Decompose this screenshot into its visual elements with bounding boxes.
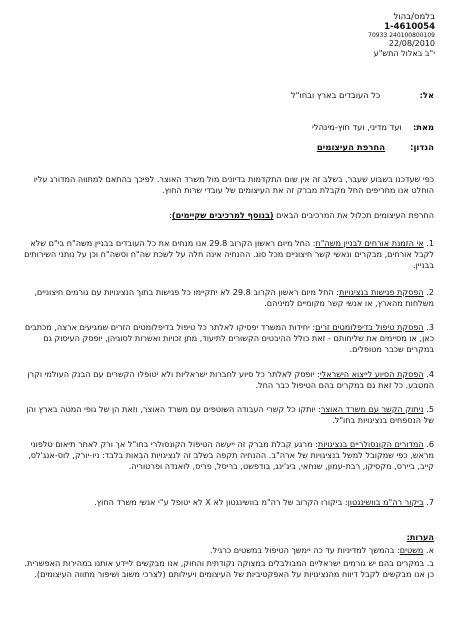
- item-title: אי הזמנת אורחים לבניין משה"ח: [315, 238, 424, 248]
- to-line: [16, 90, 434, 101]
- subject-label: הנדון:: [410, 143, 434, 153]
- item-text: : החל מיום ראשון הקרוב 29.8 לא יתקיימו כל פגישות בתוך הנציגויות עם גורמים חיצוניים, משלחות מהארץ, או אנשי קשר מקומיים למיניהם.: [34, 287, 434, 308]
- item-title: הפסקת טיפול בדיפלומטים זרים: [315, 322, 424, 332]
- item-text: : יותקו כל קשרי העבודה השוטפים עם משרד האוצר, וזאת הן של גופי המטה בארץ והן של הנספחים בנציגויות בחו"ל.: [26, 404, 434, 425]
- note-label: ב.: [426, 558, 434, 568]
- item-number: 7.: [426, 497, 434, 507]
- note-item: [16, 558, 434, 580]
- serial-code: 240100800109 70933: [368, 31, 435, 39]
- notes-heading: הערות:: [406, 532, 434, 542]
- list-item: [16, 287, 434, 309]
- list-item: [16, 369, 434, 391]
- from-value: ועד מדיני, ועד חוץ-מינהלי: [312, 122, 402, 132]
- item-text: : מרגע קבלת מברק זה ייעשה הטיפול הקונסולרי בחו"ל אך ורק לאחר תיאום טלפוני מראש, כפי שמקובל למשל בנציגויות של ארה"ב. ההנחיה תקפה בשלב זה לנציגויות הבאות בלבד: ניו-יורק, לוס-אנג'לס, קייב, ביירס, מקסיקו, רבת-עמון, שנחאי, ביג'ינג, בודפשט, בריסל, פריס, לואנדה ופרטוריה.: [28, 439, 434, 471]
- item-title: ניתוק הקשר עם משרד האוצר: [320, 404, 424, 414]
- item-number: 2.: [426, 287, 434, 297]
- list-intro-emph: (בנוסף למרכיבים שקיימים): [171, 210, 274, 220]
- hebrew-date: י"ב באלול התש"ע: [373, 48, 435, 58]
- intro-paragraph: כפי שעדכנו בשבוע שעבר, בשלב זה אין שום התקדמות בדיונים מול משרד האוצר. לפיכך בהתאם למתווה המדורג עליו הוחלט אנו מחריפים החל מקבלת מברק זה את העיצומים של עובדי שרות החוץ.: [33, 174, 434, 195]
- item-text: : ביקורו הקרוב של רה"מ בוושינגטון לא X לא יטופל ע"י אנשי משרד החוץ.: [94, 497, 348, 507]
- item-number: 6.: [426, 439, 434, 449]
- note-label: א.: [426, 545, 434, 555]
- subject-value: החרפת העיצומים: [316, 143, 386, 153]
- subject-line: [317, 143, 434, 153]
- note-text: : בהמשך למדיניות עד כה יימשך הטיפול במשטים כרגיל.: [210, 545, 400, 555]
- classification: בלמס/בהול: [393, 12, 435, 22]
- list-item: [16, 497, 434, 508]
- to-label: אל:: [419, 90, 434, 100]
- list-item: [16, 238, 434, 271]
- from-label: מאת:: [412, 122, 434, 132]
- message-number: 1-4610054: [384, 21, 435, 32]
- note-title: משטים: [399, 545, 424, 555]
- item-text: : יחידות המשרד יפסיקו לאלתר כל טיפול בדיפלומטים הזרים שמגיעים ארצה, מכתבים כאן, או מסיימים את שליחותם - זאת כולל ההיבטים הקשורים לתיעוד, מתן זכויות ואשרות לסוגיהן, יופסק העיסוק גם במקרים שכבר מטופלים.: [24, 322, 434, 354]
- item-title: הפסקת הסיוע לייצוא הישראלי: [319, 369, 424, 379]
- item-title: המדורים הקונסולריים בנציגויות: [317, 439, 424, 449]
- gregorian-date: 22/08/2010: [388, 39, 435, 49]
- header-block: [340, 13, 435, 58]
- item-number: 5.: [426, 404, 434, 414]
- item-title: הפסקת פגישות בנציגויות: [339, 287, 424, 297]
- item-number: 4.: [426, 369, 434, 379]
- note-item: [16, 545, 434, 556]
- note-text: במקרים בהם יש גורמים ישראליים המבולבלים במצוקה נקודתית והחוק, אנו מבקשים ליידע אותנו במהירות האפשרית. כן אנו מבקשים לקבל דיווח מהנציגויות על האפקטיביות של העיצומים ויעילותם (לצרכי משוב ושיפור מתווה העיצומים).: [24, 558, 434, 579]
- list-item: [16, 439, 434, 472]
- from-line: [16, 122, 434, 133]
- list-intro-text: החרפת העיצומים תכלול את המרכיבים הבאים: [273, 210, 434, 220]
- list-intro-colon: :: [169, 210, 172, 220]
- item-text: : החל מיום ראשון הקרוב 29.8 אנו מנחים את כל העובדים בבניין משה"ח בי"ם שלא לקבל אורחים, מבקרים ונאשי קשר חיצוניים מכל סוג. ההנחיה אינה חלה על לשכת שה"ח וסשה"ח וכן על נותני השירותים בבניין.: [24, 238, 434, 270]
- notes-title: [16, 532, 434, 543]
- list-item: [16, 404, 434, 426]
- item-text: : יופסק לאלתר כל סיוע לחברות ישראליות ולא יטופלו הקשרים עם הבנק העולמי וקרן המטבע. כל זאת גם במקרים בהם הטיפול כבר החל.: [27, 369, 434, 390]
- item-number: 1.: [426, 238, 434, 248]
- list-intro: [16, 210, 434, 221]
- list-item: [16, 322, 434, 355]
- to-value: כל העובדים בארץ ובחו"ל: [290, 90, 381, 100]
- item-title: ביקור רה"מ בוושינגטון: [347, 497, 424, 507]
- item-number: 3.: [426, 322, 434, 332]
